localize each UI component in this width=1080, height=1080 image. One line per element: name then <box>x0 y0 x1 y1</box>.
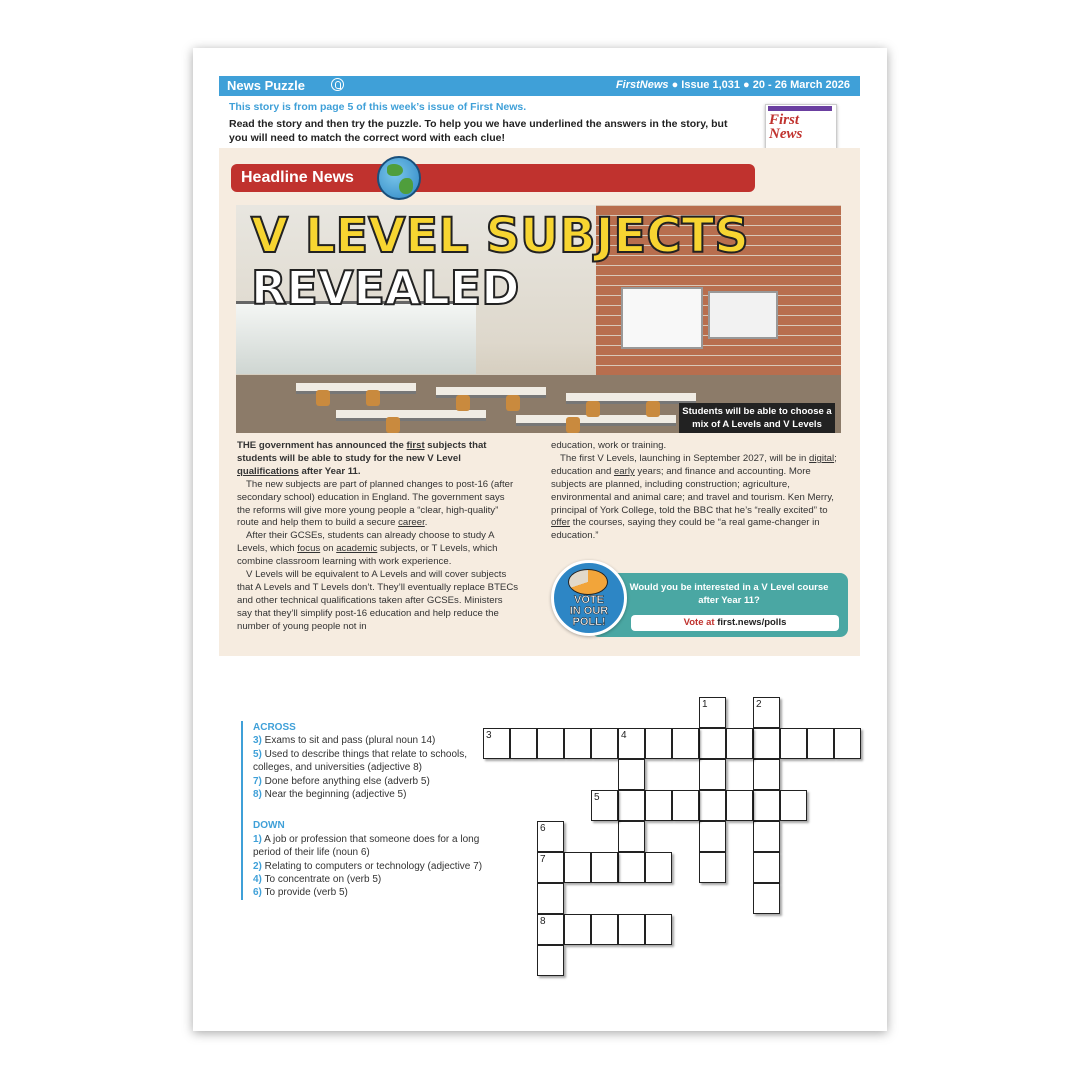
clue-number: 3) <box>253 735 262 747</box>
article-column-1 <box>237 440 519 634</box>
clue-text: Used to describe things that relate to schools, colleges, and universities (adjective 8) <box>253 748 468 774</box>
cell-number: 4 <box>621 730 627 741</box>
clue-text: Done before anything else (adverb 5) <box>261 775 430 787</box>
crossword-cell[interactable] <box>753 697 780 728</box>
crossword-cell[interactable] <box>618 728 645 759</box>
crossword-cell[interactable] <box>672 790 699 821</box>
clue-number: 4) <box>253 874 262 886</box>
crossword-cell[interactable] <box>537 821 564 852</box>
crossword-cell[interactable] <box>699 728 726 759</box>
crossword-cell[interactable] <box>537 728 564 759</box>
crossword-cell[interactable] <box>780 728 807 759</box>
cell-number: 8 <box>540 916 546 927</box>
crossword-cell[interactable] <box>564 852 591 883</box>
crossword-cell[interactable] <box>753 852 780 883</box>
crossword-cell[interactable] <box>699 821 726 852</box>
crossword-cell[interactable] <box>591 790 618 821</box>
crossword-cell[interactable] <box>618 914 645 945</box>
crossword-cell[interactable] <box>699 790 726 821</box>
clue-text: A job or profession that someone does for a long period of their life (noun 6) <box>253 833 480 859</box>
photo-caption: Students will be able to choose a mix of A Levels and V Levels <box>679 403 835 433</box>
answer-word: early <box>613 465 635 477</box>
answer-word: first <box>406 440 425 451</box>
crossword-cell[interactable] <box>726 790 753 821</box>
crossword-cell[interactable] <box>780 790 807 821</box>
clue-number: 6) <box>253 887 262 899</box>
crossword-cell[interactable] <box>591 852 618 883</box>
source-note: This story is from page 5 of this week’s issue of First News. <box>229 101 527 113</box>
article-paragraph: V Levels will be equivalent to A Levels and will cover subjects that A Levels and T Levels don’t. They’ll eventually replace BTECs and other technical qualifications taken after GCSEs. Ministers say that they’ll simplify post-16 education and help reduce the number of young people not in <box>237 569 519 632</box>
issue-number: Issue 1,031 <box>681 79 740 91</box>
headline-line-2: REVEALED <box>251 261 520 315</box>
across-clue <box>253 734 483 747</box>
headline-news-label: Headline News <box>241 169 354 186</box>
listen-icon[interactable] <box>331 78 344 91</box>
crossword-cell[interactable] <box>537 914 564 945</box>
crossword-cell[interactable] <box>726 728 753 759</box>
crossword-cell[interactable] <box>618 759 645 790</box>
across-heading: ACROSS <box>253 722 296 733</box>
clue-number: 5) <box>253 748 262 760</box>
clue-number: 2) <box>253 860 262 872</box>
crossword-cell[interactable] <box>699 697 726 728</box>
clue-text: Exams to sit and pass (plural noun 14) <box>261 735 436 747</box>
crossword-cell[interactable] <box>618 821 645 852</box>
crossword-cell[interactable] <box>753 821 780 852</box>
clue-number: 7) <box>253 775 262 787</box>
crossword-cell[interactable] <box>699 759 726 790</box>
instructions: Read the story and then try the puzzle. To help you we have underlined the answers in the story, but you will need to match the correct word with each clue! <box>229 118 728 144</box>
article-paragraph: The new subjects are part of planned changes to post-16 (after secondary school) education in England. The government says the reforms will give more young people a “clear, high-quality” route and help them to build a secure career. <box>237 478 514 529</box>
crossword-cell[interactable] <box>753 759 780 790</box>
cell-number: 5 <box>594 792 600 803</box>
header-bar <box>219 76 860 96</box>
vote-link[interactable]: Vote at first.news/polls <box>631 615 839 631</box>
crossword-cell[interactable] <box>807 728 834 759</box>
cover-strip <box>768 106 832 111</box>
crossword-cell[interactable] <box>591 728 618 759</box>
answer-word: focus <box>297 543 321 555</box>
crossword-cell[interactable] <box>672 728 699 759</box>
crossword-cell[interactable] <box>537 852 564 883</box>
vote-poll-badge[interactable] <box>551 560 627 636</box>
headline-line-1: V LEVEL SUBJECTS <box>251 208 749 264</box>
article-column-2 <box>551 440 841 543</box>
crossword-cell[interactable] <box>483 728 510 759</box>
clue-number: 8) <box>253 789 262 801</box>
article-paragraph: THE government has announced the first subjects that students will be able to study for the new V Level qualifications after Year 11. <box>237 440 487 477</box>
clue-list <box>241 721 483 900</box>
clue-text: To concentrate on (verb 5) <box>261 874 382 886</box>
clue-text: Near the beginning (adjective 5) <box>261 789 407 801</box>
across-clue <box>253 788 483 801</box>
worksheet-page <box>193 48 887 1031</box>
answer-word: digital <box>809 452 835 464</box>
crossword-cell[interactable] <box>645 728 672 759</box>
section-title: News Puzzle <box>227 78 306 93</box>
crossword-cell[interactable] <box>618 852 645 883</box>
answer-word: qualifications <box>237 465 299 477</box>
crossword-cell[interactable] <box>510 728 537 759</box>
cell-number: 3 <box>486 730 492 741</box>
clue-text: To provide (verb 5) <box>261 887 348 899</box>
crossword-cell[interactable] <box>537 945 564 976</box>
across-clue <box>253 775 483 788</box>
cell-number: 2 <box>756 699 762 710</box>
cell-number: 1 <box>702 699 708 710</box>
crossword-cell[interactable] <box>699 852 726 883</box>
crossword-cell[interactable] <box>645 790 672 821</box>
clue-number: 1) <box>253 833 262 845</box>
poll-question: Would you be interested in a V Level course after Year 11? <box>629 582 829 606</box>
crossword-cell[interactable] <box>645 914 672 945</box>
badge-text: VOTE IN OUR POLL! <box>569 594 609 628</box>
answer-word: academic <box>336 543 378 555</box>
crossword-cell[interactable] <box>753 883 780 914</box>
clue-text: Relating to computers or technology (adjective 7) <box>261 860 483 872</box>
down-clue <box>253 833 483 860</box>
pie-chart-icon <box>568 569 608 595</box>
crossword-cell[interactable] <box>753 728 780 759</box>
crossword-cell[interactable] <box>618 790 645 821</box>
poll-box <box>591 573 848 637</box>
crossword-cell[interactable] <box>564 914 591 945</box>
crossword-cell[interactable] <box>834 728 861 759</box>
issue-info: FirstNews ● Issue 1,031 ● 20 - 26 March 2026 <box>615 79 850 91</box>
article-paragraph: The first V Levels, launching in September 2027, will be in digital; education and early years; and finance and accounting. More subjects are planned, including construction; agriculture, environmental and animal care; and travel and tourism. Ken Merry, principal of York College, told the BBC that he’s “really excited” to offer the courses, saying they could be “a real game-changer in education.” <box>551 452 837 542</box>
crossword-cell[interactable] <box>591 914 618 945</box>
article-paragraph: After their GCSEs, students can already choose to study A Levels, which focus on academic subjects, or T Levels, which combine classroom learning with work experience. <box>237 530 498 568</box>
down-clue <box>253 860 483 873</box>
down-clue <box>253 886 483 899</box>
globe-icon <box>377 156 421 200</box>
publication-name: FirstNews <box>615 79 669 91</box>
crossword-cell[interactable] <box>645 852 672 883</box>
down-clue <box>253 873 483 886</box>
answer-word: career <box>398 517 425 529</box>
cell-number: 6 <box>540 823 546 834</box>
article-paragraph: education, work or training. <box>551 440 667 451</box>
crossword-cell[interactable] <box>537 883 564 914</box>
down-heading: DOWN <box>253 820 285 832</box>
answer-word: offer <box>551 517 571 529</box>
cover-logo: First News <box>769 112 803 142</box>
crossword-cell[interactable] <box>564 728 591 759</box>
across-clue <box>253 748 483 775</box>
cell-number: 7 <box>540 854 546 865</box>
issue-dates: 20 - 26 March 2026 <box>752 79 850 91</box>
crossword-cell[interactable] <box>753 790 780 821</box>
